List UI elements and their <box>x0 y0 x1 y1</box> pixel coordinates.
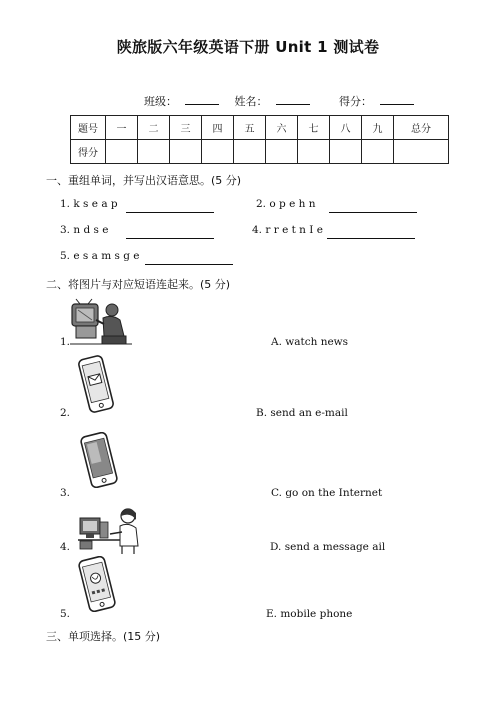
score-entry[interactable] <box>298 140 330 164</box>
score-entry[interactable] <box>234 140 266 164</box>
score-entry[interactable] <box>266 140 298 164</box>
phone-message-picture <box>72 355 120 413</box>
class-blank[interactable] <box>185 94 219 105</box>
score-blank[interactable] <box>380 94 414 105</box>
answer-blank-2[interactable] <box>329 211 417 213</box>
picture-number-2: 2. <box>60 407 71 419</box>
phone-internet-picture <box>74 556 120 612</box>
phrase-e[interactable]: E. mobile phone <box>266 608 353 620</box>
unscramble-item-1 <box>60 198 118 210</box>
answer-blank-3[interactable] <box>126 237 214 239</box>
phrase-a[interactable]: A. watch news <box>271 336 349 348</box>
answer-blank-1[interactable] <box>126 211 214 213</box>
item-text: 3. n d s e <box>60 224 109 236</box>
score-cell: 总分 <box>394 116 449 140</box>
name-label: 姓名： <box>234 95 268 108</box>
score-entry[interactable] <box>170 140 202 164</box>
item-text: 2. o p e h n <box>256 198 316 210</box>
score-entry[interactable] <box>138 140 170 164</box>
score-cell: 五 <box>234 116 266 140</box>
section-2-heading: 二、将图片与对应短语连起来。(5 分) <box>46 278 231 291</box>
picture-number-1: 1. <box>60 336 71 348</box>
phrase-c[interactable]: C. go on the Internet <box>271 487 383 499</box>
picture-number-4: 4. <box>60 541 71 553</box>
score-entry[interactable] <box>330 140 362 164</box>
score-cell: 二 <box>138 116 170 140</box>
phrase-d[interactable]: D. send a message ail <box>270 541 386 553</box>
unscramble-item-4 <box>252 224 323 236</box>
score-entry[interactable] <box>394 140 449 164</box>
girl-using-computer-picture <box>76 504 150 554</box>
answer-blank-5[interactable] <box>145 263 233 265</box>
score-cell: 七 <box>298 116 330 140</box>
mobile-phone-picture <box>76 432 122 488</box>
score-cell: 三 <box>170 116 202 140</box>
score-cell: 六 <box>266 116 298 140</box>
score-cell: 八 <box>330 116 362 140</box>
score-cell: 一 <box>106 116 138 140</box>
score-entry[interactable] <box>202 140 234 164</box>
score-row-label: 得分 <box>71 140 106 164</box>
unscramble-item-5 <box>60 250 140 262</box>
item-text: 5. e s a m s g e <box>60 250 140 262</box>
score-table-score-row <box>71 140 449 164</box>
score-cell: 九 <box>362 116 394 140</box>
item-text: 1. k s e a p <box>60 198 118 210</box>
section-3-heading: 三、单项选择。(15 分) <box>46 630 161 643</box>
section-1-heading: 一、重组单词，并写出汉语意思。(5 分) <box>46 174 242 187</box>
score-label: 得分： <box>339 95 372 108</box>
name-blank[interactable] <box>276 94 310 105</box>
class-label: 班级： <box>144 95 177 108</box>
score-cell: 题号 <box>71 116 106 140</box>
man-watching-tv-picture <box>70 298 132 346</box>
score-entry[interactable] <box>362 140 394 164</box>
score-cell: 四 <box>202 116 234 140</box>
picture-number-3: 3. <box>60 487 71 499</box>
unscramble-item-2 <box>256 198 316 210</box>
phrase-b[interactable]: B. send an e-mail <box>256 407 348 419</box>
student-info-line <box>144 93 422 109</box>
item-text: 4. r r e t n I e <box>252 224 323 236</box>
score-table-header-row <box>71 116 449 140</box>
picture-number-5: 5. <box>60 608 71 620</box>
answer-blank-4[interactable] <box>327 237 415 239</box>
score-table <box>70 115 449 164</box>
unscramble-item-3 <box>60 224 108 236</box>
page-title: 陕旅版六年级英语下册 Unit 1 测试卷 <box>116 38 380 56</box>
score-entry[interactable] <box>106 140 138 164</box>
